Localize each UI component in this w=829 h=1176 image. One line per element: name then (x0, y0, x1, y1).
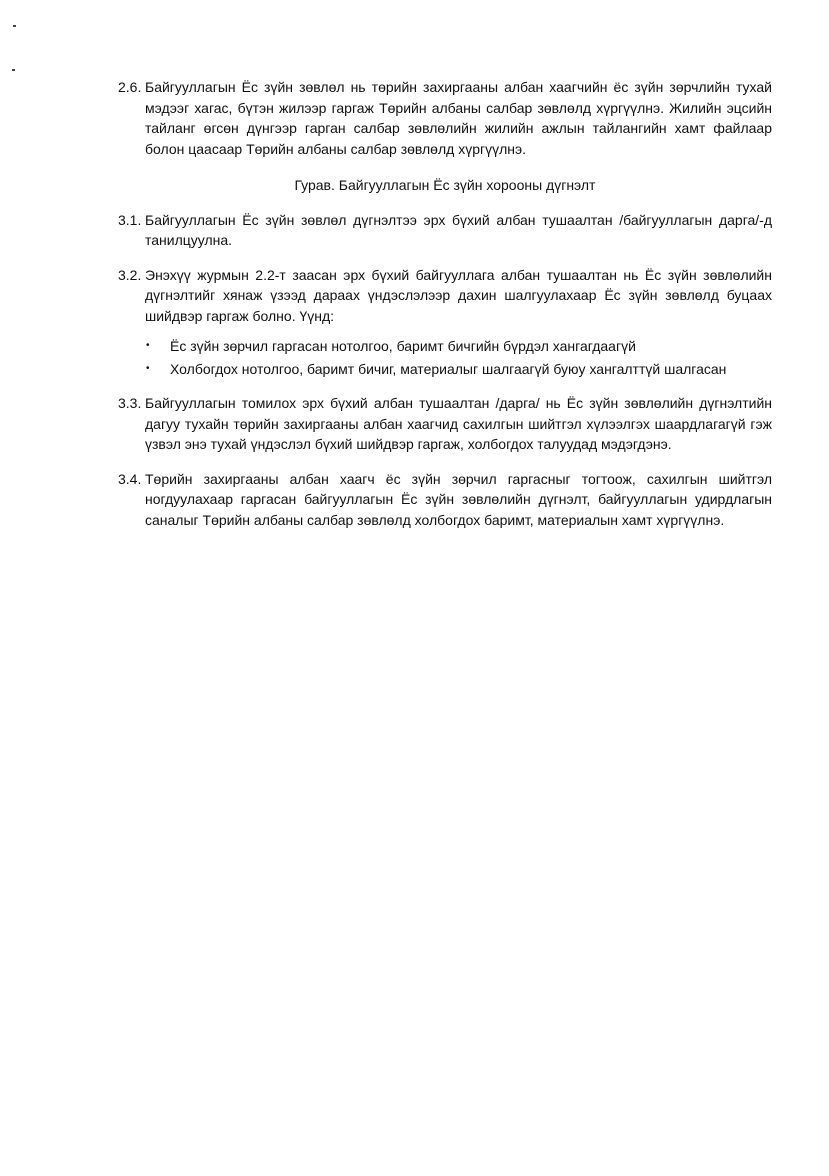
bullet-list (118, 336, 772, 379)
paragraph-text: Байгууллагын Ёс зүйн зөвлөл нь төрийн захиргааны албан хаагчийн ёс зүйн зөрчлийн тухай мэдээг хагас, бүтэн жилээр гаргаж Төрийн албаны салбар зөвлөлд хүргүүлнэ. Жилийн эцсийн тайланг өгсөн дүнгээр гарган салбар зөвлөлийн жилийн ажлын тайлангийн хамт файлаар болон цаасаар Төрийн албаны салбар зөвлөлд хүргүүлнэ. (145, 79, 772, 157)
list-item-text: Холбогдох нотолгоо, баримт бичиг, материалыг шалгаагүй буюу хангалттүй шалгасан (170, 360, 727, 377)
paragraph-number: 3.4. (118, 470, 142, 487)
paragraph-3-3 (118, 393, 772, 455)
paragraph-number: 2.6. (118, 79, 142, 95)
paragraph-number: 3.3. (118, 395, 142, 411)
paragraph-3-4 (118, 469, 772, 531)
paragraph-text: Энэхүү журмын 2.2-т заасан эрх бүхий байгууллага албан тушаалтан нь Ёс зүйн зөвлөлийн дүгнэлтийг хянаж үзээд дараах үндэслэлээр дахин шалгуулахаар Ёс зүйн зөвлөлд буцаах шийдвэр гаргаж болно. Үүнд: (145, 266, 772, 324)
paragraph-2-6 (118, 77, 772, 159)
list-item (146, 336, 772, 357)
paragraph-text: Байгууллагын Ёс зүйн зөвлөл дүгнэлтээ эрх бүхий албан тушаалтан /байгууллагын дарга/-д танилцуулна. (145, 211, 772, 248)
section-heading: Гурав. Байгууллагын Ёс зүйн хорооны дүгнэлт (294, 177, 596, 193)
paragraph-3-2 (118, 265, 772, 327)
paragraph-text: Төрийн захиргааны албан хаагч ёс зүйн зөрчил гаргасныг тогтоож, сахилгын шийтгэл ногдуулахаар гаргасан байгууллагын Ёс зүйн зөвлөлийн дүгнэлт, байгууллагын удирдлагын саналыг Төрийн албаны салбар зөвлөлд холбогдох баримт, материалын хамт хүргүүлнэ. (145, 470, 772, 528)
bullet-icon: • (146, 362, 150, 374)
list-item-text: Ёс зүйн зөрчил гаргасан нотолгоо, баримт бичгийн бүрдэл хангагдаагүй (170, 338, 636, 354)
scan-speck (13, 25, 16, 27)
scan-speck (12, 69, 15, 71)
paragraph-number: 3.1. (118, 211, 142, 228)
paragraph-text: Байгууллагын томилох эрх бүхий албан тушаалтан /дарга/ нь Ёс зүйн зөвлөлийн дүгнэлтийн дагуу тухайн төрийн захиргааны албан хаагчид сахилгын шийтгэл хүлээлгэх шаардлагагүй гэж үзвэл энэ тухай үндэслэл бүхий шийдвэр гаргаж, холбогдох талуудад мэдэгдэнэ. (145, 395, 772, 452)
paragraph-3-1 (118, 210, 772, 251)
list-item (146, 359, 772, 380)
document-page (118, 77, 772, 544)
paragraph-number: 3.2. (118, 266, 142, 283)
bullet-icon: • (146, 340, 150, 351)
